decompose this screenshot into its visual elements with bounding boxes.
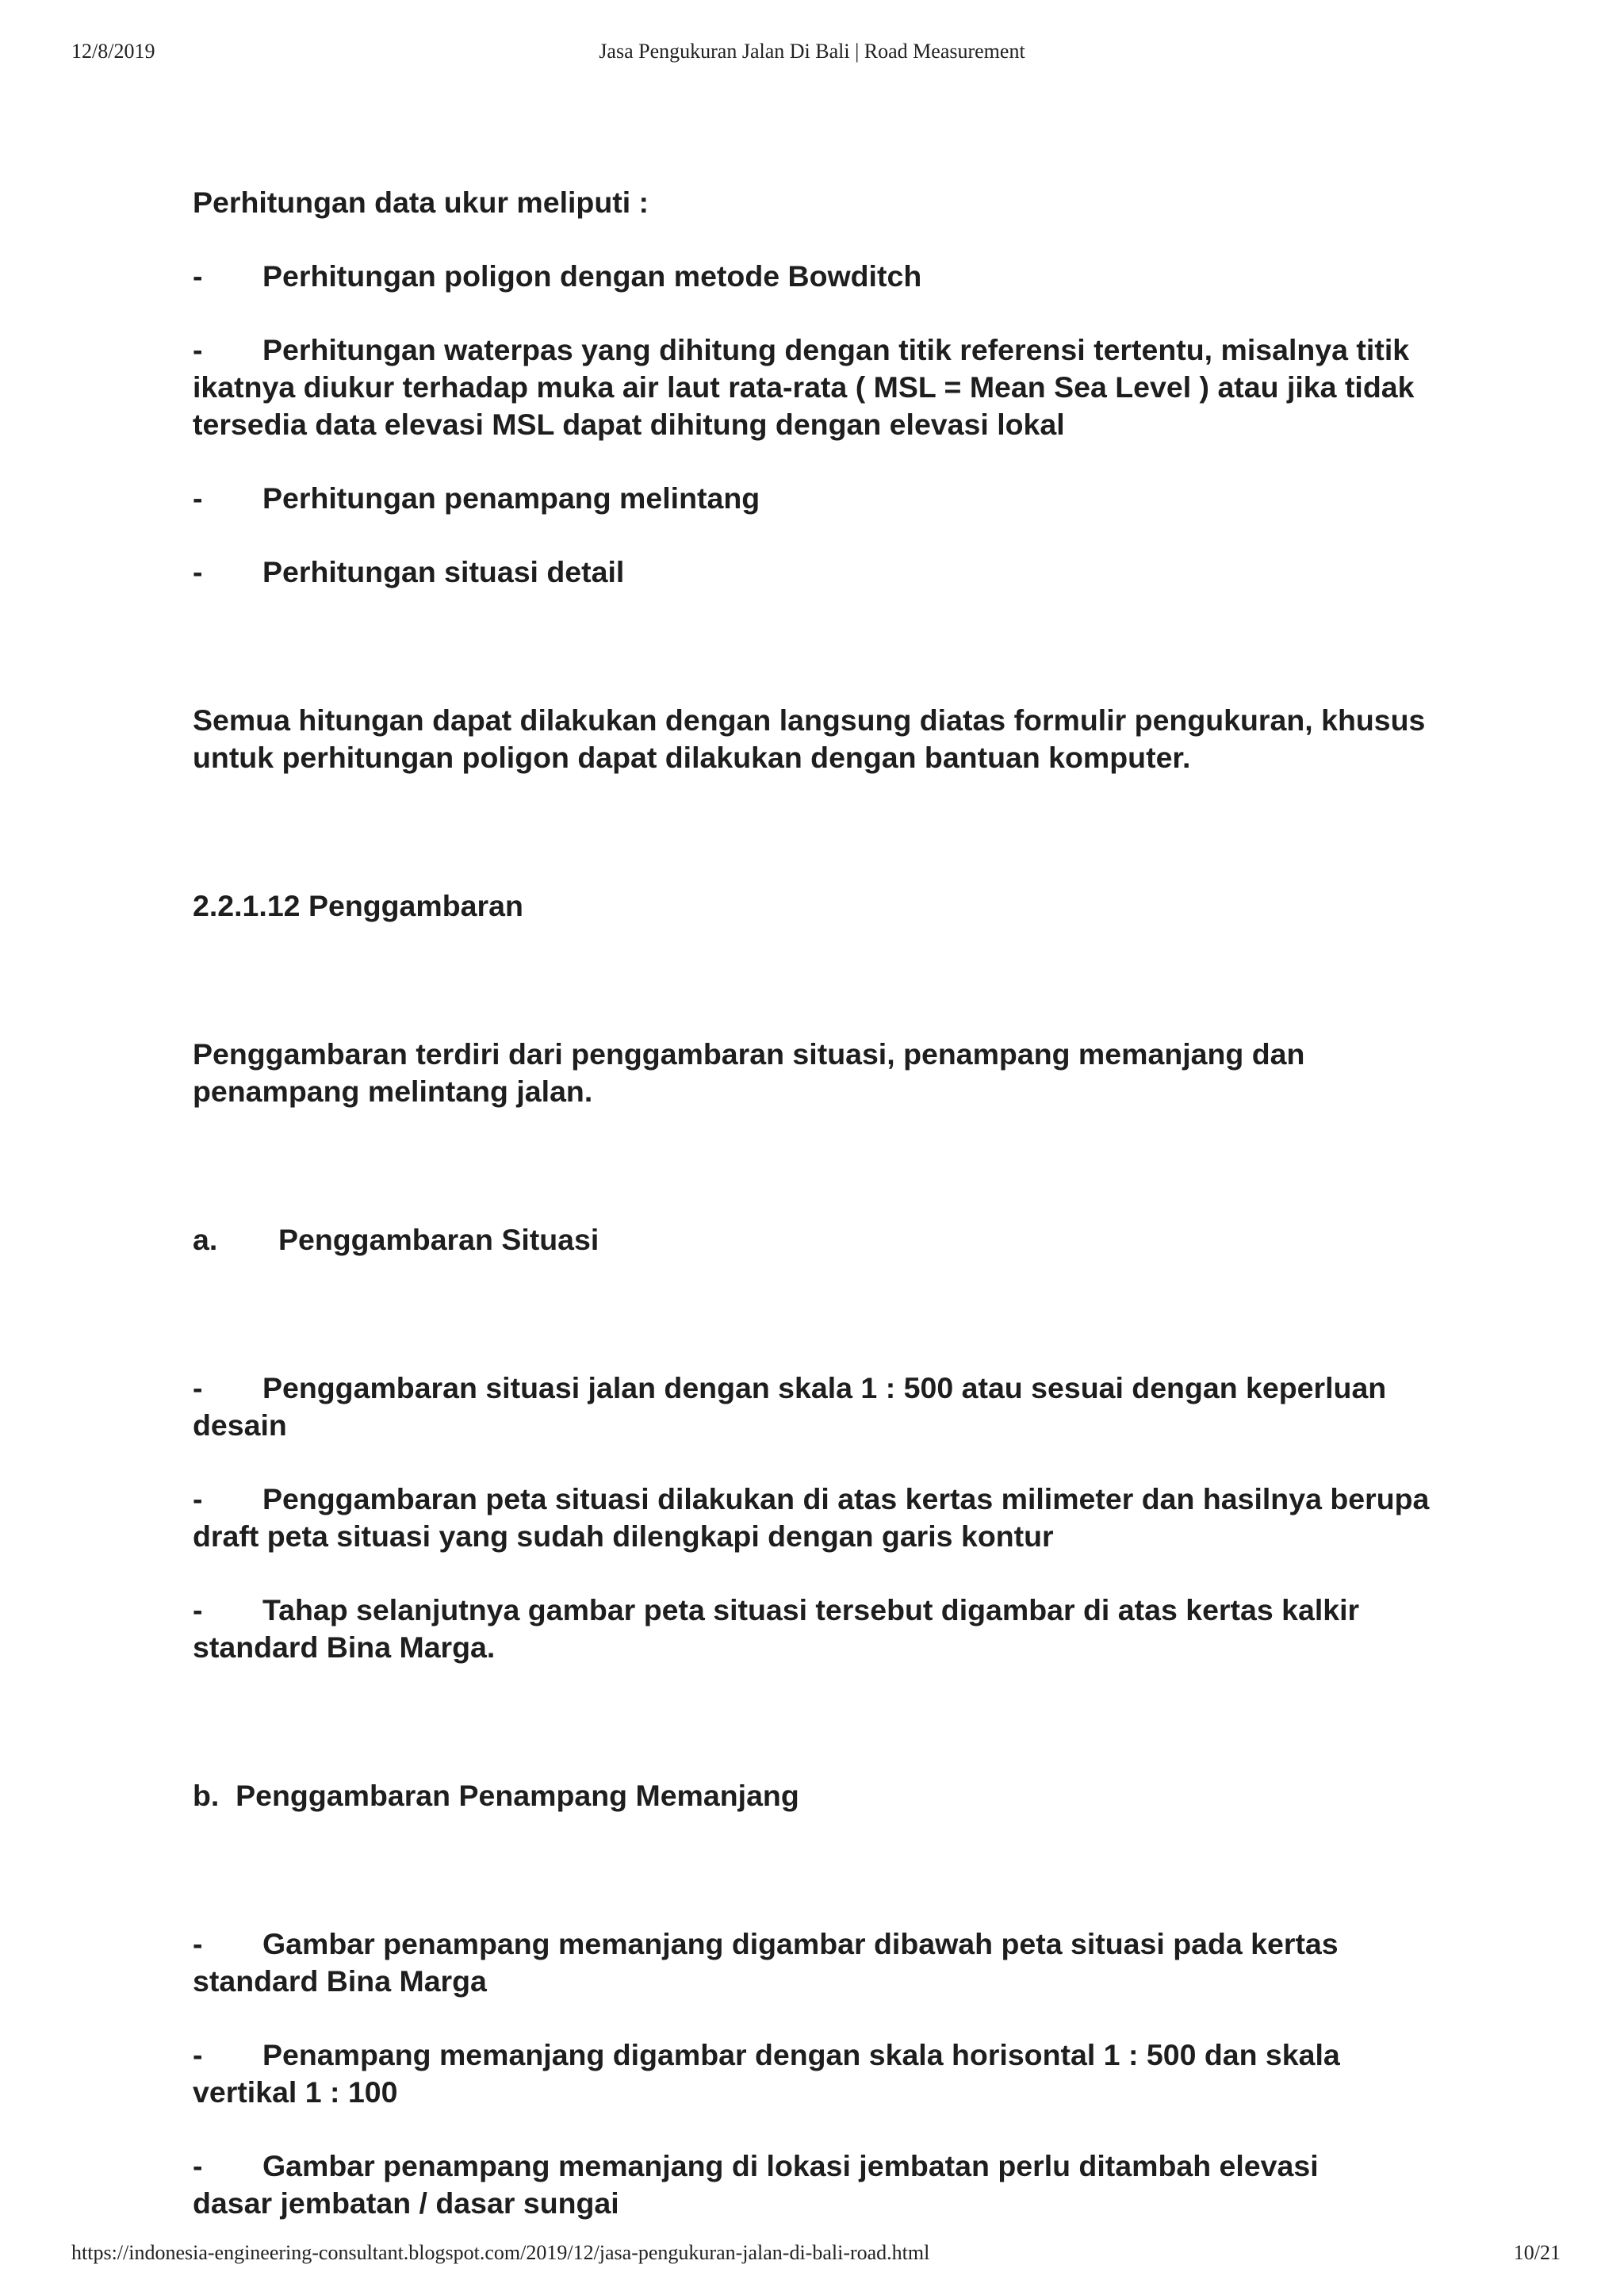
calc-item-text: Perhitungan situasi detail — [262, 555, 625, 588]
subsection-marker: a. — [193, 1223, 218, 1256]
calc-item — [193, 331, 1430, 443]
article-content — [193, 184, 1461, 2222]
situasi-item — [193, 1592, 1430, 1666]
section-heading: 2.2.1.12 Penggambaran — [193, 889, 523, 922]
calc-item — [193, 480, 1461, 517]
bullet-dash: - — [193, 333, 203, 366]
print-footer — [0, 2241, 1624, 2273]
calc-item — [193, 554, 1461, 591]
situasi-item-text: Tahap selanjutnya gambar peta situasi tersebut digambar di atas kertas kalkir standard Bina Marga. — [193, 1593, 1360, 1664]
subsection-title-text: Penggambaran Situasi — [278, 1223, 599, 1256]
situasi-item — [193, 1370, 1461, 1444]
memanjang-item — [193, 2147, 1382, 2222]
calc-note: Semua hitungan dapat dilakukan dengan langsung diatas formulir pengukuran, khusus untuk perhitungan poligon dapat dilakukan dengan bantuan komputer. — [193, 703, 1426, 774]
bullet-dash: - — [193, 259, 203, 293]
print-page-title: Jasa Pengukuran Jalan Di Bali | Road Measurement — [599, 40, 1025, 63]
print-date: 12/8/2019 — [71, 40, 155, 63]
bullet-dash: - — [193, 1482, 203, 1515]
calc-item — [193, 258, 1461, 295]
situasi-item-text: Penggambaran situasi jalan dengan skala 1 : 500 atau sesuai dengan keperluan desain — [193, 1371, 1387, 1442]
calc-intro: Perhitungan data ukur meliputi : — [193, 186, 649, 219]
memanjang-item-text: Gambar penampang memanjang di lokasi jembatan perlu ditambah elevasi dasar jembatan / dasar sungai — [193, 2149, 1319, 2220]
section-intro: Penggambaran terdiri dari penggambaran situasi, penampang memanjang dan penampang melintang jalan. — [193, 1037, 1305, 1108]
bullet-dash: - — [193, 1371, 203, 1404]
calc-item-text: Perhitungan penampang melintang — [262, 481, 760, 515]
page-number: 10/21 — [1513, 2241, 1561, 2264]
calc-item-text: Perhitungan poligon dengan metode Bowditch — [262, 259, 922, 293]
bullet-dash: - — [193, 1927, 203, 1960]
bullet-dash: - — [193, 555, 203, 588]
bullet-dash: - — [193, 2038, 203, 2071]
bullet-dash: - — [193, 481, 203, 515]
memanjang-item-text: Penampang memanjang digambar dengan skala horisontal 1 : 500 dan skala vertikal 1 : 100 — [193, 2038, 1340, 2109]
situasi-item — [193, 1481, 1461, 1555]
memanjang-item-text: Gambar penampang memanjang digambar dibawah peta situasi pada kertas standard Bina Marga — [193, 1927, 1339, 1998]
subsection-b-title: b. Penggambaran Penampang Memanjang — [193, 1779, 799, 1812]
memanjang-item — [193, 1925, 1461, 2000]
print-header — [0, 40, 1624, 71]
bullet-dash: - — [193, 2149, 203, 2182]
memanjang-item — [193, 2036, 1430, 2111]
subsection-a-title — [193, 1221, 1461, 1259]
bullet-dash: - — [193, 1593, 203, 1626]
print-url: https://indonesia-engineering-consultant.blogspot.com/2019/12/jasa-pengukuran-jalan-di-bali-road.html — [71, 2241, 930, 2264]
situasi-item-text: Penggambaran peta situasi dilakukan di atas kertas milimeter dan hasilnya berupa draft peta situasi yang sudah dilengkapi dengan garis kontur — [193, 1482, 1430, 1553]
calc-item-text: Perhitungan waterpas yang dihitung dengan titik referensi tertentu, misalnya titik ikatnya diukur terhadap muka air laut rata-rata ( MSL = Mean Sea Level ) atau jika tidak tersedia data elevasi MSL dapat dihitung dengan elevasi lokal — [193, 333, 1415, 441]
